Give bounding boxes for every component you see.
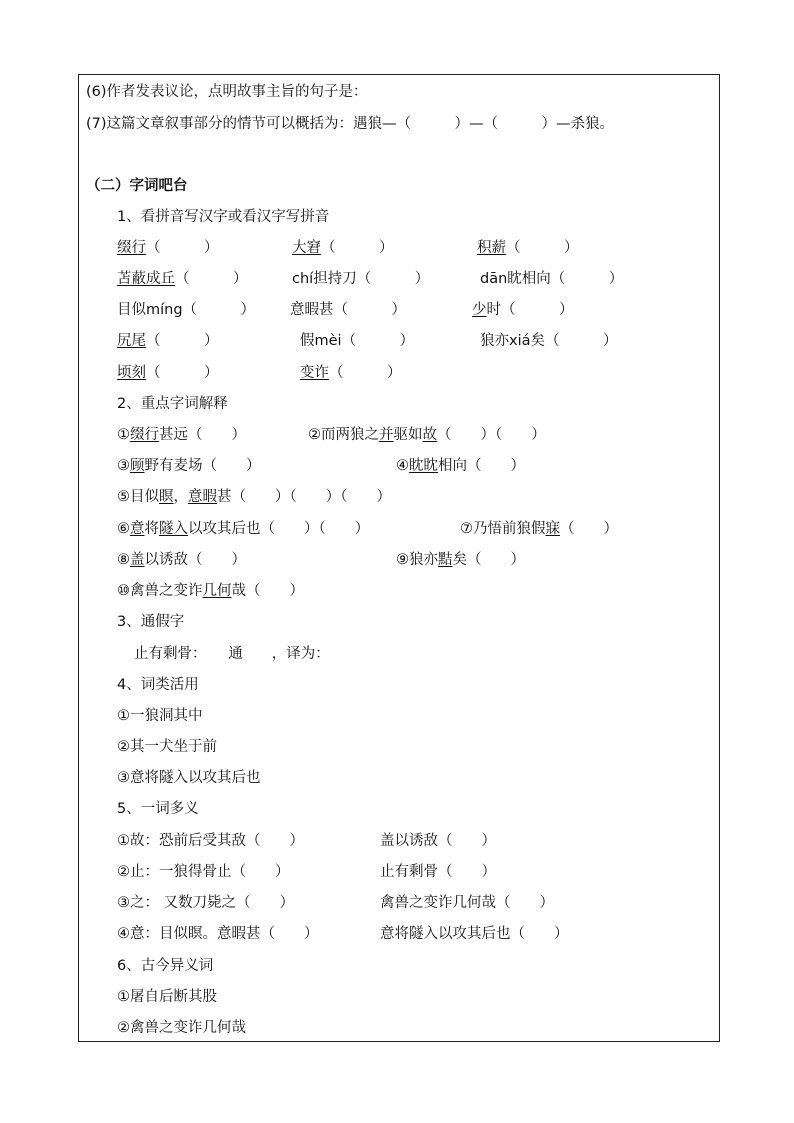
pinyin-item: 狼亦xiá矣（ ） — [480, 333, 618, 349]
gujin-item: ①屠自后断其股 — [117, 989, 217, 1005]
pinyin-item: 顷刻（ ） — [117, 365, 219, 381]
subsection-title-pinyin: 1、看拼音写汉字或看汉字写拼音 — [117, 209, 330, 225]
pinyin-item: 积薪（ ） — [477, 240, 579, 256]
duoyi-item: 盖以诱敌（ ） — [380, 833, 496, 849]
pinyin-item: dān眈相向（ ） — [480, 271, 624, 287]
question-6: (6)作者发表议论，点明故事主旨的句子是： — [86, 84, 368, 100]
pinyin-item: 缀行（ ） — [117, 240, 219, 256]
explain-item: ②而两狼之并驱如故（ ）（ ） — [308, 427, 546, 443]
pinyin-item: 假mèi（ ） — [300, 333, 415, 349]
explain-item: ⑩禽兽之变诈几何哉（ ） — [117, 583, 304, 599]
subsection-title-tongjia: 3、通假字 — [117, 614, 185, 630]
pinyin-item: 大窘（ ） — [292, 240, 394, 256]
explain-item: ①缀行甚远（ ） — [117, 427, 246, 443]
cilei-item: ①一狼洞其中 — [117, 708, 203, 724]
subsection-title-duoyi: 5、一词多义 — [117, 801, 199, 817]
pinyin-item: 少时（ ） — [472, 302, 574, 318]
duoyi-item: ②止：一狼得骨止（ ） — [117, 864, 290, 880]
duoyi-item: 意将隧入以攻其后也（ ） — [380, 926, 569, 942]
question-7: (7)这篇文章叙事部分的情节可以概括为：遇狼—（ ）—（ ）—杀狼。 — [86, 116, 615, 132]
duoyi-item: 禽兽之变诈几何哉（ ） — [380, 895, 554, 911]
pinyin-item: 苫蔽成丘（ ） — [117, 271, 248, 287]
pinyin-item: 尻尾（ ） — [117, 333, 219, 349]
explain-item: ⑦乃悟前狼假寐（ ） — [460, 521, 618, 537]
subsection-title-cilei: 4、词类活用 — [117, 677, 199, 693]
pinyin-item: chí担持刀（ ） — [292, 271, 430, 287]
tongjia-line: 止有剩骨： 通 ，译为： — [134, 646, 330, 662]
gujin-item: ②禽兽之变诈几何哉 — [117, 1020, 246, 1036]
duoyi-item: 止有剩骨（ ） — [380, 864, 496, 880]
pinyin-item: 目似míng（ ） — [117, 302, 256, 318]
duoyi-item: ①故：恐前后受其敌（ ） — [117, 833, 304, 849]
duoyi-item: ③之： 又数刀毙之（ ） — [117, 895, 295, 911]
explain-item: ④眈眈相向（ ） — [396, 458, 525, 474]
pinyin-item: 变诈（ ） — [300, 365, 402, 381]
explain-item: ⑥意将隧入以攻其后也（ ）（ ） — [117, 521, 370, 537]
section-title: （二）字词吧台 — [86, 178, 188, 194]
cilei-item: ③意将隧入以攻其后也 — [117, 770, 261, 786]
subsection-title-gujin: 6、古今异义词 — [117, 958, 214, 974]
explain-item: ⑨狼亦黠矣（ ） — [396, 552, 525, 568]
subsection-title-explain: 2、重点字词解释 — [117, 396, 228, 412]
explain-item: ⑤目似瞑，意暇甚（ ）（ ）（ ） — [117, 489, 391, 505]
explain-item: ③顾野有麦场（ ） — [117, 458, 261, 474]
cilei-item: ②其一犬坐于前 — [117, 739, 217, 755]
duoyi-item: ④意：目似瞑。意暇甚（ ） — [117, 926, 319, 942]
pinyin-item: 意暇甚（ ） — [290, 302, 406, 318]
explain-item: ⑧盖以诱敌（ ） — [117, 552, 246, 568]
